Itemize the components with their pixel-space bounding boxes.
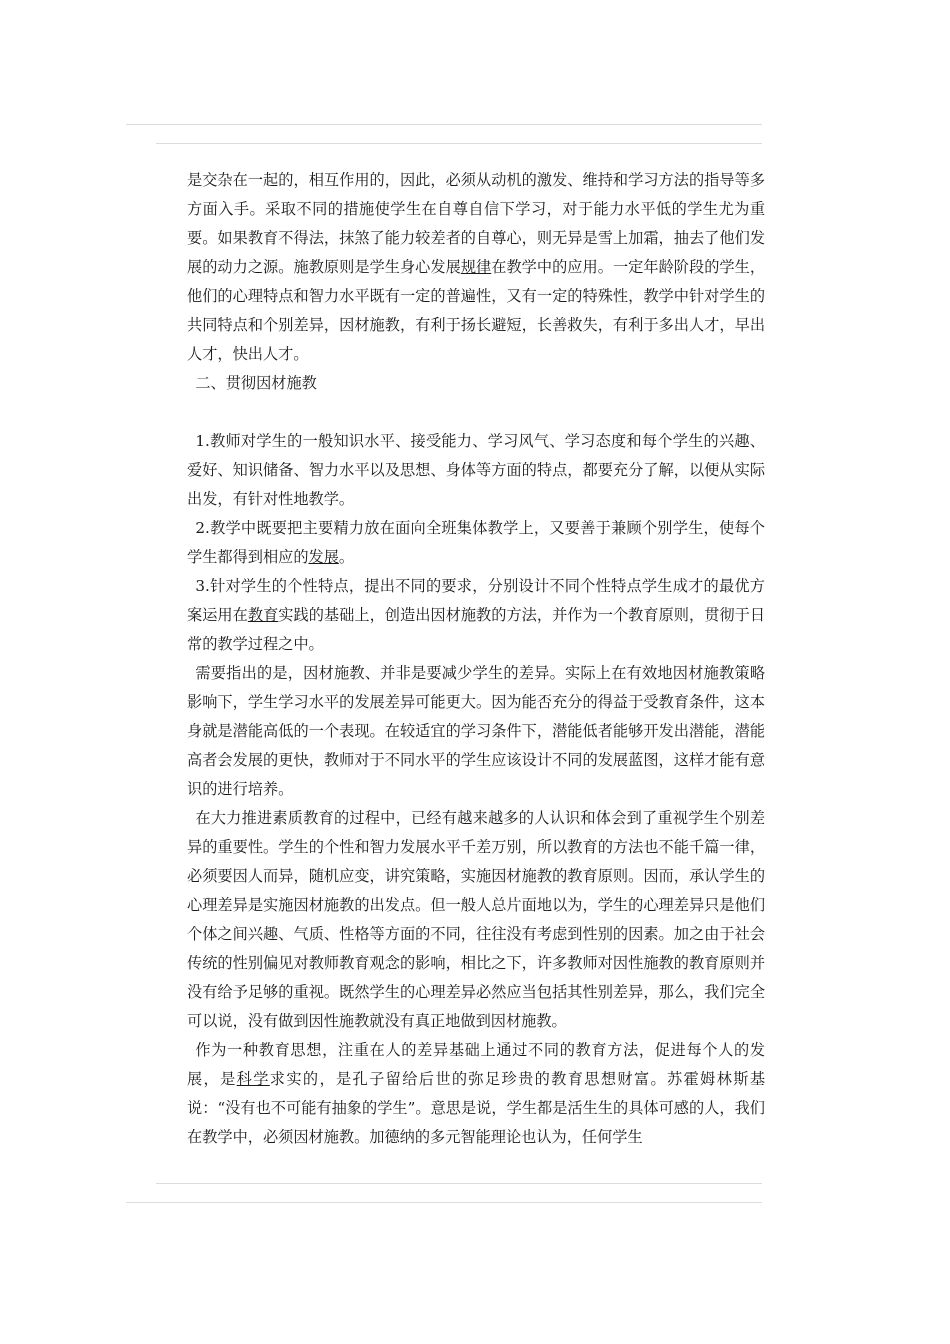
paragraph-item-2 (187, 514, 765, 572)
header-rule-inner (156, 143, 762, 144)
paragraph-item-1 (187, 427, 765, 514)
text-segment: 在大力推进素质教育的过程中，已经有越来越多的人认识和体会到了重视学生个别差异的重要性。学生的个性和智力发展水平千差万别，所以教育的方法也不能千篇一律，必须要因人而异，随机应变，讲究策略，实施因材施教的教育原则。因而，承认学生的心理差异是实施因材施教的出发点。但一般人总片面地以为，学生的心理差异只是他们个体之间兴趣、气质、性格等方面的不同，往往没有考虑到性别的因素。加之由于社会传统的性别偏见对教师教育观念的影响，相比之下，许多教师对因性施教的教育原则并没有给予足够的重视。既然学生的心理差异必然应当包括其性别差异，那么，我们完全可以说，没有做到因性施教就没有真正地做到因材施教。 (187, 809, 765, 1030)
text-segment: 2.教学中既要把主要精力放在面向全班集体教学上，又要善于兼顾个别学生，使每个学生都得到相应的 (187, 519, 765, 566)
link-jiaoyu[interactable]: 教育 (247, 606, 279, 624)
header-rule-outer (126, 124, 762, 125)
heading-text: 二、贯彻因材施教 (195, 374, 317, 392)
link-fazhan[interactable]: 发展 (308, 548, 339, 566)
paragraph-note (187, 659, 765, 804)
text-segment: 需要指出的是，因材施教、并非是要减少学生的差异。实际上在有效地因材施教策略影响下，学生学习水平的发展差异可能更大。因为能否充分的得益于受教育条件，这本身就是潜能高低的一个表现。在较适宜的学习条件下，潜能低者能够开发出潜能，潜能高者会发展的更快，教师对于不同水平的学生应该设计不同的发展蓝图，这样才能有意识的进行培养。 (187, 664, 765, 798)
footer-rule-inner (156, 1183, 762, 1184)
link-kexue[interactable]: 科学 (236, 1070, 270, 1088)
footer-rule-outer (126, 1202, 762, 1203)
text-segment: 作为一种教育思想，注重在人的差异基础上通过不同的教育方法，促进每个人的发展，是 (187, 1041, 765, 1088)
link-guilv[interactable]: 规律 (460, 258, 492, 276)
text-segment: 在教学中的应用。一定年龄阶段的学生，他们的心理特点和智力水平既有一定的普遍性，又有一定的特殊性，教学中针对学生的共同特点和个别差异，因材施教，有利于扬长避短，长善救失，有利于多出人才，早出人才，快出人才。 (187, 258, 766, 363)
paragraph-education-thought (187, 1036, 765, 1152)
text-segment: 是交杂在一起的，相互作用的，因此，必须从动机的激发、维持和学习方法的指导等多方面入手。采取不同的措施使学生在自尊自信下学习，对于能力水平低的学生尤为重要。如果教育不得法，抹煞了能力较差者的自尊心，则无异是雪上加霜，抽去了他们发展的动力之源。施教原则是学生身心发展 (187, 171, 765, 276)
paragraph-quality-education (187, 804, 765, 1036)
paragraph-intro (187, 166, 765, 369)
text-segment: 。 (338, 548, 355, 566)
text-segment: 求实的，是孔子留给后世的弥足珍贵的教育思想财富。苏霍姆林斯基说：“没有也不可能有抽象的学生”。意思是说，学生都是活生生的具体可感的人，我们在教学中，必须因材施教。加德纳的多元智能理论也认为，任何学生 (187, 1070, 766, 1146)
text-segment: 1.教师对学生的一般知识水平、接受能力、学习风气、学习态度和每个学生的兴趣、爱好、知识储备、智力水平以及思想、身体等方面的特点，都要充分了解，以便从实际出发，有针对性地教学。 (187, 432, 765, 508)
document-body (187, 166, 765, 1152)
section-heading (187, 369, 765, 398)
text-segment: 3.针对学生的个性特点，提出不同的要求，分别设计不同个性特点学生成才的最优方案运用在 (187, 577, 765, 624)
text-segment: 实践的基础上，创造出因材施教的方法，并作为一个教育原则，贯彻于日常的教学过程之中。 (187, 606, 766, 653)
paragraph-item-3 (187, 572, 765, 659)
